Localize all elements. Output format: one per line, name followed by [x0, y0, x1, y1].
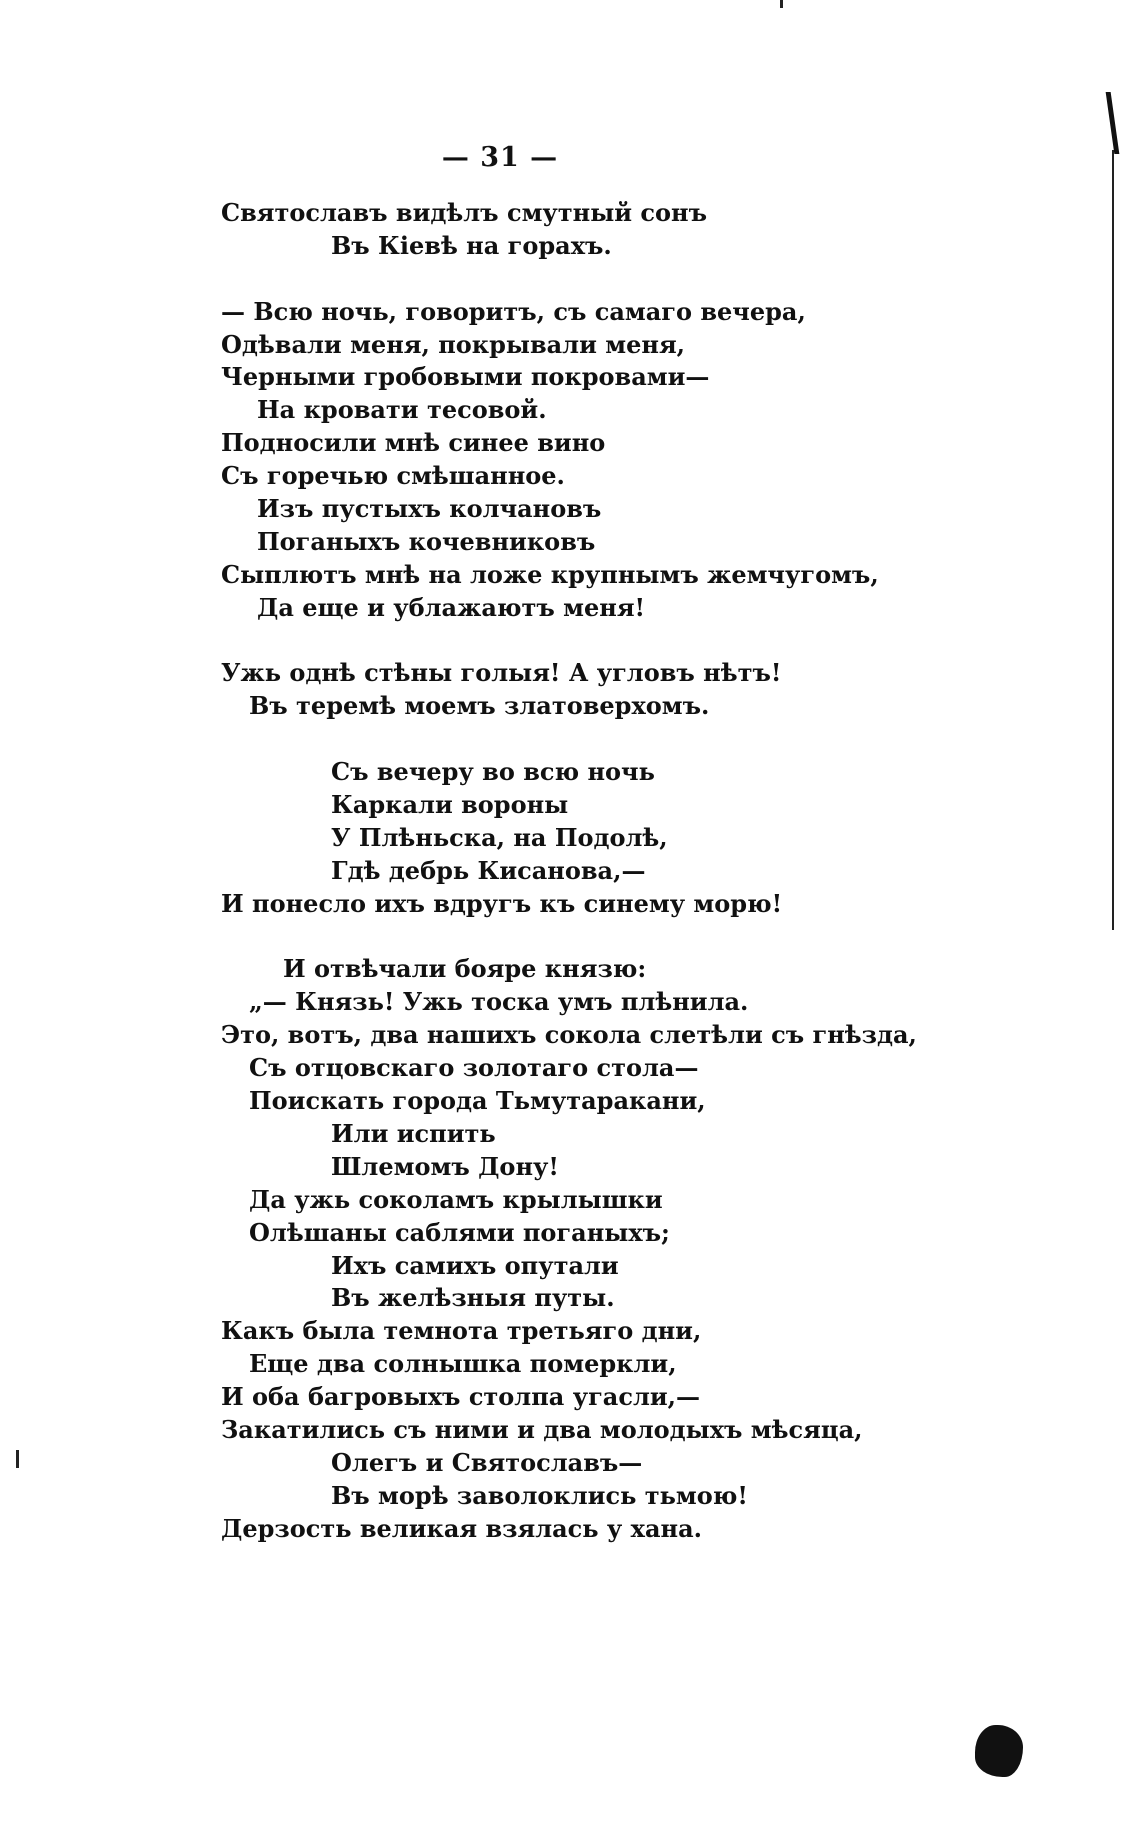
- poem-line: Съ отцовскаго золотаго стола—: [249, 1053, 699, 1083]
- poem-line: Поганыхъ кочевниковъ: [257, 526, 596, 556]
- poem-line: Да ужь соколамъ крылышки: [249, 1184, 663, 1214]
- scan-edge-mark: [1106, 92, 1120, 154]
- poem-line: Ужь однѣ стѣны голыя! А угловъ нѣтъ!: [221, 658, 782, 688]
- poem-line: Святославъ видѣлъ смутный сонъ: [221, 198, 708, 227]
- poem-line: Или испить: [331, 1118, 496, 1148]
- poem-line: Подносили мнѣ синее вино: [221, 428, 606, 458]
- poem-line: И понесло ихъ вдругъ къ синему морю!: [221, 888, 783, 918]
- stanza-break: [221, 723, 1081, 756]
- poem-line: — Всю ночь, говоритъ, съ самаго вечера,: [221, 296, 806, 326]
- poem-line: На кровати тесовой.: [257, 395, 547, 425]
- poem-line: Въ теремѣ моемъ златоверхомъ.: [249, 691, 710, 721]
- poem-line: Черными гробовыми покровами—: [221, 362, 710, 392]
- poem-line: Сыплютъ мнѣ на ложе крупнымъ жемчугомъ,: [221, 559, 879, 589]
- page-number: — 31 —: [441, 142, 559, 173]
- poem-line: Дерзость великая взялась у хана.: [221, 1513, 702, 1543]
- poem-line: „— Князь! Ужь тоска умъ плѣнила.: [249, 987, 749, 1017]
- stanza-break: [221, 921, 1081, 954]
- poem-line: Каркали вороны: [331, 790, 569, 820]
- scan-edge-line: [1112, 150, 1114, 930]
- ink-blot: [975, 1725, 1023, 1777]
- poem-text: [221, 197, 1081, 1546]
- poem-line: Шлемомъ Дону!: [331, 1151, 559, 1181]
- poem-line: И оба багровыхъ столпа угасли,—: [221, 1382, 701, 1412]
- poem-line: Какъ была темнота третьяго дни,: [221, 1316, 702, 1346]
- poem-line: Изъ пустыхъ колчановъ: [257, 494, 602, 524]
- poem-line: Еще два солнышка померкли,: [249, 1349, 677, 1379]
- poem-line: И отвѣчали бояре князю:: [283, 954, 647, 984]
- poem-line: Съ вечеру во всю ночь: [331, 757, 655, 787]
- poem-line: Олегъ и Святославъ—: [331, 1447, 643, 1477]
- scan-artifact-top: [780, 0, 783, 8]
- poem-line: Да еще и ублажаютъ меня!: [257, 592, 646, 622]
- poem-line: Закатились съ ними и два молодыхъ мѣсяца,: [221, 1414, 863, 1444]
- poem-line: У Плѣньска, на Подолѣ,: [331, 822, 668, 852]
- poem-line: Съ горечью смѣшанное.: [221, 461, 565, 491]
- poem-line: Поискать города Тьмутаракани,: [249, 1086, 706, 1116]
- poem-line: Въ желѣзныя путы.: [331, 1283, 615, 1313]
- poem-line: Это, вотъ, два нашихъ сокола слетѣли съ гнѣзда,: [221, 1020, 917, 1050]
- stanza-break: [221, 625, 1081, 658]
- scan-artifact-left: [16, 1450, 19, 1468]
- stanza-break: [221, 263, 1081, 296]
- poem-line: Одѣвали меня, покрывали меня,: [221, 329, 686, 359]
- poem-line: Въ морѣ заволоклись тьмою!: [331, 1480, 748, 1510]
- poem-line: Въ Кіевѣ на горахъ.: [331, 230, 612, 260]
- poem-line: Ихъ самихъ опутали: [331, 1250, 619, 1280]
- poem-line: Гдѣ дебрь Кисанова,—: [331, 855, 646, 885]
- poem-line: Олѣшаны саблями поганыхъ;: [249, 1217, 670, 1247]
